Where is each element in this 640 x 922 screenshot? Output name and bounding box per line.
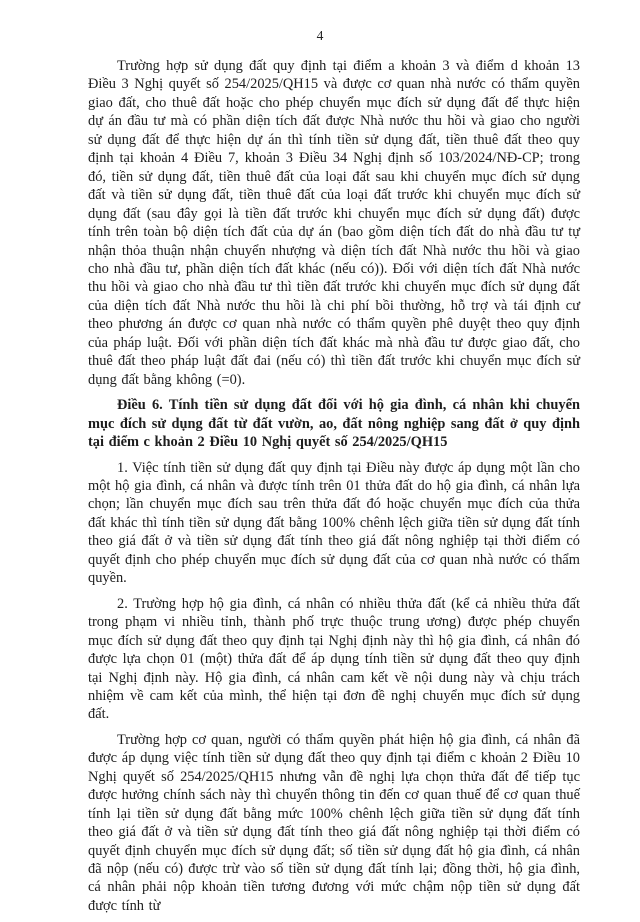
paragraph-clause-2-continuation: Trường hợp cơ quan, người có thẩm quyền phát hiện hộ gia đình, cá nhân đã được áp dụng việc tính tiền sử dụng đất theo quy định tại điểm c khoản 2 Điều 10 Nghị quyết số 254/2025/QH15 nhưng vẫn đề nghị lựa chọn thửa đất để tiếp tục được hưởng chính sách này thì chuyển thông tin đến cơ quan thuế để cơ quan thuế tính lại tiền sử dụng đất bằng mức 100% chênh lệch giữa tiền sử dụng đất tính theo giá đất ở và tiền sử dụng đất tính theo giá đất nông nghiệp tại thời điểm có quyết định chuyển mục đích sử dụng đất; số tiền sử dụng đất hộ gia đình, cá nhân đã nộp (nếu có) được trừ vào số tiền sử dụng đất tính lại; đồng thời, hộ gia đình, cá nhân phải nộp khoản tiền tương đương với mức chậm nộp tiền sử dụng đất được tính từ <box>88 731 580 914</box>
article-6-heading: Điều 6. Tính tiền sử dụng đất đối với hộ gia đình, cá nhân khi chuyển mục đích sử dụng đất từ đất vườn, ao, đất nông nghiệp sang đất ở quy định tại điểm c khoản 2 Điều 10 Nghị quyết số 254/2025/QH15 <box>88 397 580 451</box>
paragraph-land-use-project-case: Trường hợp sử dụng đất quy định tại điểm a khoản 3 và điểm d khoản 13 Điều 3 Nghị quyết số 254/2025/QH15 và được cơ quan nhà nước có thẩm quyền giao đất, cho thuê đất hoặc cho phép chuyển mục đích sử dụng đất để thực hiện dự án đầu tư mà có phần diện tích đất được Nhà nước thu hồi và giao cho người sử dụng đất để thực hiện dự án thì tính tiền sử dụng đất, tiền thuê đất theo quy định tại khoản 4 Điều 7, khoản 3 Điều 34 Nghị định số 103/2024/NĐ-CP; trong đó, tiền sử dụng đất, tiền thuê đất của loại đất sau khi chuyển mục đích sử dụng đất và tiền sử dụng đất, tiền thuê đất của loại đất trước khi chuyển mục đích sử dụng đất (sau đây gọi là tiền đất trước khi chuyển mục đích sử dụng đất) được tính trên toàn bộ diện tích đất của dự án (bao gồm diện tích đất do nhà đầu tư tự nhận thỏa thuận nhận chuyển nhượng và diện tích đất Nhà nước thu hồi và giao cho nhà đầu tư, phần diện tích đất khác (nếu có)). Đối với diện tích đất Nhà nước thu hồi và giao cho nhà đầu tư thì tiền đất trước khi chuyển mục đích sử dụng đất của diện tích đất Nhà nước thu hồi là chi phí bồi thường, hỗ trợ và tái định cư theo phương án được cơ quan nhà nước có thẩm quyền phê duyệt theo quy định của pháp luật. Đối với phần diện tích đất khác mà nhà đầu tư được giao đất, cho thuê đất theo pháp luật đất đai (nếu có) thì tiền đất trước khi chuyển mục đích sử dụng đất bằng không (=0). <box>88 58 580 388</box>
paragraph-clause-1: 1. Việc tính tiền sử dụng đất quy định tại Điều này được áp dụng một lần cho một hộ gia đình, cá nhân và được tính trên 01 thửa đất do hộ gia đình, cá nhân lựa chọn; lần chuyển mục đích sau trên thửa đất đó hoặc chuyển mục đích của thửa đất khác thì tính tiền sử dụng đất bằng 100% chênh lệch giữa tiền sử dụng đất tính theo giá đất ở và tiền sử dụng đất tính theo giá đất nông nghiệp tại thời điểm có quyết định cho phép chuyển mục đích sử dụng đất của cơ quan nhà nước có thẩm quyền. <box>88 459 580 587</box>
paragraph-clause-2: 2. Trường hợp hộ gia đình, cá nhân có nhiều thửa đất (kể cả nhiều thửa đất trong phạm vi nhiều tỉnh, thành phố trực thuộc trung ương) được phép chuyển mục đích sử dụng đất theo quy định tại Nghị định này thì hộ gia đình, cá nhân đó được lựa chọn 01 (một) thửa đất để áp dụng tính tiền sử dụng đất theo quy định tại Nghị định này. Hộ gia đình, cá nhân cam kết về nội dung này và chịu trách nhiệm về cam kết của mình, thể hiện tại đơn đề nghị chuyển mục đích sử dụng đất. <box>88 595 580 723</box>
page-number: 4 <box>316 28 324 43</box>
document-body <box>88 57 580 922</box>
